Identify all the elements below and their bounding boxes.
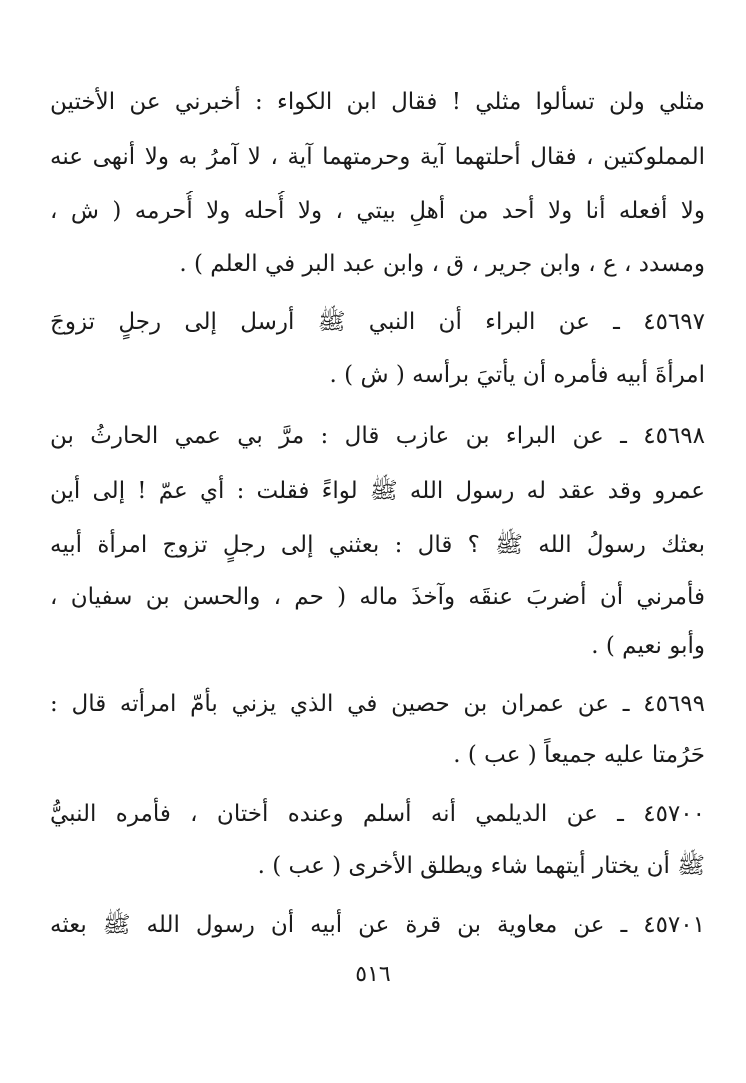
hadith-45699-line-1: ٤٥٦٩٩ ـ عن عمران بن حصين في الذي يزني بأمّ امرأته قال : [50, 691, 705, 717]
hadith-45698-line-1: ٤٥٦٩٨ ـ عن البراء بن عازب قال : مرَّ بي عمي الحارثُ بن [50, 423, 705, 449]
hadith-45697-line-1: ٤٥٦٩٧ ـ عن البراء أن النبي ﷺ أرسل إلى رجلٍ تزوجَ [50, 309, 705, 335]
page-number: ٥١٦ [355, 962, 391, 987]
hadith-45700-line-1: ٤٥٧٠٠ ـ عن الديلمي أنه أسلم وعنده أختان ، فأمره النبيُّ [50, 801, 705, 827]
text-line-3: ولا أفعله أنا ولا أحد من أهلِ بيتي ، ولا أُحله ولا أُحرمه ( ش ، [50, 198, 705, 224]
text-line-4: ومسدد ، ع ، وابن جرير ، ق ، وابن عبد البر في العلم ) . [179, 251, 705, 277]
hadith-45698-line-2: عمرو وقد عقد له رسول الله ﷺ لواءً فقلت : أي عمّ ! إلى أين [50, 478, 705, 504]
hadith-45698-line-3: بعثك رسولُ الله ﷺ ؟ قال : بعثني إلى رجلٍ تزوج امرأة أبيه [50, 532, 705, 558]
text-line-1: مثلي ولن تسألوا مثلي ! فقال ابن الكواء : أخبرني عن الأختين [50, 89, 705, 115]
hadith-45697-line-2: امرأةَ أبيه فأمره أن يأتيَ برأسه ( ش ) . [329, 362, 705, 388]
text-line-2: المملوكتين ، فقال أحلتهما آية وحرمتهما آية ، لا آمرُ به ولا أنهى عنه [50, 144, 705, 170]
hadith-45698-line-5: وأبو نعيم ) . [591, 633, 705, 659]
hadith-45700-line-2: ﷺ أن يختار أيتهما شاء ويطلق الأخرى ( عب ) . [257, 853, 705, 879]
hadith-45699-line-2: حَرُمتا عليه جميعاً ( عب ) . [453, 742, 705, 768]
hadith-45701-line-1: ٤٥٧٠١ ـ عن معاوية بن قرة عن أبيه أن رسول الله ﷺ بعثه [50, 912, 705, 938]
hadith-45698-line-4: فأمرني أن أضربَ عنقَه وآخذَ ماله ( حم ، والحسن بن سفيان ، [50, 584, 705, 610]
